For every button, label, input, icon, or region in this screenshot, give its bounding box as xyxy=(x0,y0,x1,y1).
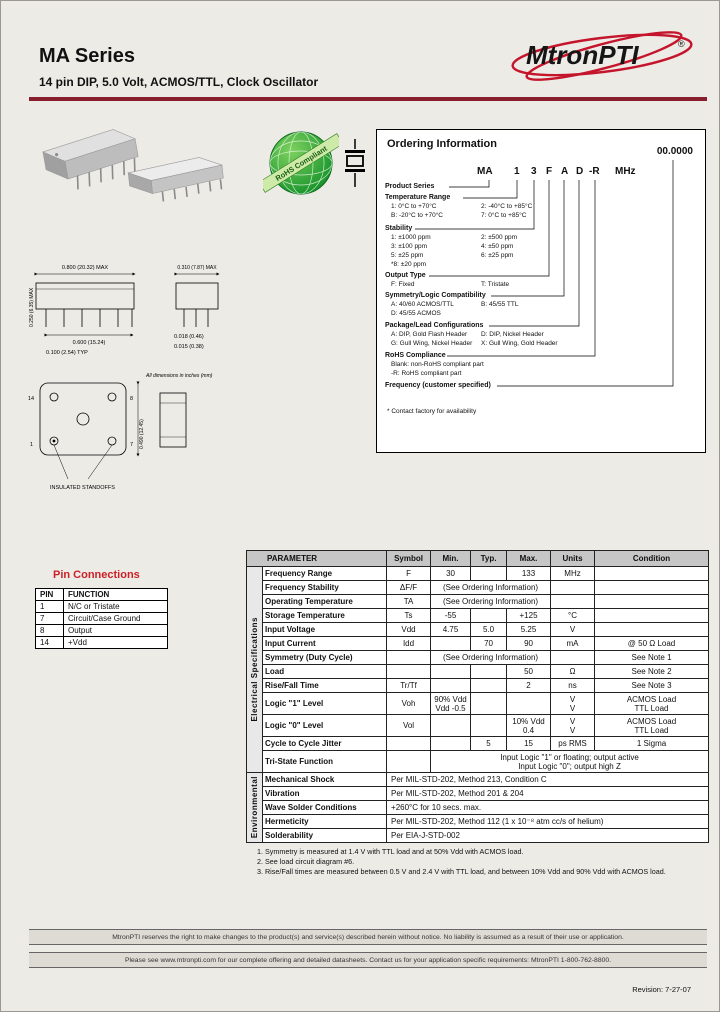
cell: 15 xyxy=(507,737,551,751)
environmental-band-label: Environmental xyxy=(250,776,259,839)
dim-label: 0.490 (12.45) xyxy=(139,419,145,449)
package-photo-dip xyxy=(41,126,142,194)
cell: Per MIL-STD-202, Method 201 & 204 xyxy=(387,787,709,801)
ordering-section-rohs: RoHS Compliance Blank: non-RoHS compliant part -R: RoHS compliant part xyxy=(385,352,484,377)
dim-label: 0.600 (15.24) xyxy=(72,340,106,346)
cell: Storage Temperature xyxy=(263,609,387,623)
cell: Mechanical Shock xyxy=(263,773,387,787)
cell xyxy=(551,651,595,665)
cell: See Note 3 xyxy=(595,679,709,693)
ordering-section-frequency: Frequency (customer specified) xyxy=(385,382,491,389)
cell: 14 xyxy=(36,637,64,649)
pin-row xyxy=(36,637,168,649)
cell xyxy=(471,665,507,679)
package-photos xyxy=(29,109,264,227)
cell: Solderability xyxy=(263,829,387,843)
ordering-section-stability: Stability 1: ±1000 ppm 2: ±500 ppm 3: ±100 ppm 4: ±50 ppm 5: ±25 ppm 6: ±25 ppm *8: ±20 ppm xyxy=(385,225,518,268)
rohs-compliant-globe-icon xyxy=(263,125,339,201)
cell: Circuit/Case Ground xyxy=(64,613,168,625)
environmental-band xyxy=(247,773,263,843)
code-rohs: -R xyxy=(589,166,600,177)
contact-text: Please see www.mtronpti.com for our complete offering and detailed datasheets. Contact us for your application specific requirements: MtronPTI 1-800-762-8800. xyxy=(124,957,612,964)
cell: 5.0 xyxy=(471,623,507,637)
cell: 2 xyxy=(507,679,551,693)
cell xyxy=(551,595,595,609)
cell: 4.75 xyxy=(431,623,471,637)
cell xyxy=(431,737,471,751)
cell: +Vdd xyxy=(64,637,168,649)
cell: See Note 1 xyxy=(595,651,709,665)
legal-bar xyxy=(29,929,707,945)
cell: +260°C for 10 secs. max. xyxy=(387,801,709,815)
spec-header-row xyxy=(247,551,709,567)
note-2: 2. See load circuit diagram #6. xyxy=(257,857,355,866)
code-stability: 3 xyxy=(531,166,537,177)
cell: 7 xyxy=(36,613,64,625)
rohs-ribbon-label: RoHS Compliant xyxy=(273,143,329,183)
spec-row xyxy=(247,665,709,679)
cell xyxy=(471,693,507,715)
ordering-information-box xyxy=(376,129,706,453)
cell: ACMOS Load TTL Load xyxy=(595,715,709,737)
spec-row xyxy=(247,751,709,773)
cell: (See Ordering Information) xyxy=(431,651,551,665)
cell: Per EIA-J-STD-002 xyxy=(387,829,709,843)
cell: N/C or Tristate xyxy=(64,601,168,613)
header-typ: Typ. xyxy=(471,551,507,567)
cell: Tri-State Function xyxy=(263,751,387,773)
spec-row xyxy=(247,609,709,623)
cell xyxy=(595,623,709,637)
cell: 30 xyxy=(431,567,471,581)
legal-text: MtronPTI reserves the right to make changes to the product(s) and service(s) described herein without notice. No liability is assumed as a result of their use or application. xyxy=(112,934,624,941)
electrical-band xyxy=(247,567,263,773)
cell xyxy=(595,595,709,609)
cell: (See Ordering Information) xyxy=(431,595,551,609)
cell: Ts xyxy=(387,609,431,623)
cell: Hermeticity xyxy=(263,815,387,829)
cell: Load xyxy=(263,665,387,679)
code-temp: 1 xyxy=(514,166,520,177)
logo-text: MtronPTI xyxy=(526,40,639,70)
cell: Frequency Stability xyxy=(263,581,387,595)
spec-row xyxy=(247,815,709,829)
cell: V xyxy=(551,623,595,637)
code-units: MHz xyxy=(615,166,636,177)
pin-row xyxy=(36,601,168,613)
cell: ACMOS Load TTL Load xyxy=(595,693,709,715)
spec-row xyxy=(247,595,709,609)
code-symmetry: A xyxy=(561,166,569,177)
spec-row xyxy=(247,679,709,693)
ordering-section-temperature-range: Temperature Range 1: 0°C to +70°C 2: -40°C to +85°C B: -20°C to +70°C 7: 0°C to +85°C xyxy=(385,194,533,219)
ordering-frequency-placeholder: 00.0000 xyxy=(656,146,693,157)
ordering-section-product-series: Product Series xyxy=(385,183,435,190)
header-max: Max. xyxy=(507,551,551,567)
dim-label: 0.800 (20.32) MAX xyxy=(61,265,109,271)
mtronpti-logo xyxy=(506,25,706,85)
cell: MHz xyxy=(551,567,595,581)
cell: @ 50 Ω Load xyxy=(595,637,709,651)
note-1: 1. Symmetry is measured at 1.4 V with TTL load and at 50% Vdd with ACMOS load. xyxy=(257,847,524,856)
cell: See Note 2 xyxy=(595,665,709,679)
ordering-footnote: * Contact factory for availability xyxy=(387,408,477,415)
cell: 10% Vdd 0.4 xyxy=(507,715,551,737)
cell xyxy=(431,715,471,737)
pin-col-header: PIN xyxy=(36,589,64,601)
code-series: MA xyxy=(477,166,493,177)
cell: 5.25 xyxy=(507,623,551,637)
cell xyxy=(471,609,507,623)
cell xyxy=(471,679,507,693)
cell: Vdd xyxy=(387,623,431,637)
cell xyxy=(595,581,709,595)
spec-row xyxy=(247,773,709,787)
cell: Idd xyxy=(387,637,431,651)
package-photo-gullwing xyxy=(127,155,225,205)
ordering-section-symmetry-logic: Symmetry/Logic Compatibility A: 40/60 ACMOS/TTL B: 45/55 TTL D: 45/55 ACMOS xyxy=(385,292,519,317)
table-notes xyxy=(257,847,709,877)
pin-header-row xyxy=(36,589,168,601)
cell: F xyxy=(387,567,431,581)
cell xyxy=(551,581,595,595)
code-output: F xyxy=(546,166,553,177)
header-divider xyxy=(29,97,707,101)
ordering-section-package-lead: Package/Lead Configurations A: DIP, Gold Flash Header D: DIP, Nickel Header G: Gull Wing, Nickel Header X: Gull Wing, Gold Header xyxy=(385,322,558,347)
spec-row xyxy=(247,737,709,751)
cell: Input Logic "1" or floating; output active Input Logic "0"; output high Z xyxy=(431,751,709,773)
cell: mA xyxy=(551,637,595,651)
cell xyxy=(471,567,507,581)
header-condition: Condition xyxy=(595,551,709,567)
cell: 133 xyxy=(507,567,551,581)
spec-row xyxy=(247,623,709,637)
cell: 8 xyxy=(36,625,64,637)
cell: -55 xyxy=(431,609,471,623)
page-subtitle: 14 pin DIP, 5.0 Volt, ACMOS/TTL, Clock Oscillator xyxy=(39,75,319,89)
cell: Tr/Tf xyxy=(387,679,431,693)
insulated-standoffs-label: INSULATED STANDOFFS xyxy=(50,485,115,491)
cell: Input Voltage xyxy=(263,623,387,637)
ordering-title: Ordering Information xyxy=(387,138,497,150)
header-parameter: PARAMETER xyxy=(247,551,387,567)
cell xyxy=(431,665,471,679)
spec-row xyxy=(247,715,709,737)
spec-row xyxy=(247,829,709,843)
cell: 90% Vdd Vdd -0.5 xyxy=(431,693,471,715)
cell: Voh xyxy=(387,693,431,715)
cell: ns xyxy=(551,679,595,693)
cell xyxy=(471,715,507,737)
header-symbol: Symbol xyxy=(387,551,431,567)
spec-row xyxy=(247,651,709,665)
pin-number-label: 1 xyxy=(30,442,34,448)
dim-label: 0.015 (0.38) xyxy=(174,344,204,350)
pin-connections-table xyxy=(35,588,168,649)
function-col-header: FUNCTION xyxy=(64,589,168,601)
cell: Cycle to Cycle Jitter xyxy=(263,737,387,751)
cell: Logic "0" Level xyxy=(263,715,387,737)
cell xyxy=(431,637,471,651)
cell: V V xyxy=(551,715,595,737)
mechanical-drawings xyxy=(26,253,256,553)
cell: ps RMS xyxy=(551,737,595,751)
pin-connections-title: Pin Connections xyxy=(53,569,140,581)
cell xyxy=(431,679,471,693)
electrical-band-label: Electrical Specifications xyxy=(250,617,259,722)
cell: 90 xyxy=(507,637,551,651)
cell xyxy=(387,751,431,773)
cell: Output xyxy=(64,625,168,637)
contact-bar xyxy=(29,952,707,968)
dim-label: 0.250 (6.35) MAX xyxy=(29,287,35,327)
cell: 5 xyxy=(471,737,507,751)
cell xyxy=(595,609,709,623)
cell: Input Current xyxy=(263,637,387,651)
cell: Rise/Fall Time xyxy=(263,679,387,693)
spec-row xyxy=(247,693,709,715)
spec-row xyxy=(247,637,709,651)
cell: Vibration xyxy=(263,787,387,801)
pin-row xyxy=(36,613,168,625)
cell: Symmetry (Duty Cycle) xyxy=(263,651,387,665)
cell: Logic "1" Level xyxy=(263,693,387,715)
cell: ΔF/F xyxy=(387,581,431,595)
registered-mark-icon: ® xyxy=(678,39,685,49)
spec-row xyxy=(247,801,709,815)
spec-row xyxy=(247,581,709,595)
cell: Frequency Range xyxy=(263,567,387,581)
cell: Per MIL-STD-202, Method 112 (1 x 10⁻⁸ atm cc/s of helium) xyxy=(387,815,709,829)
crystal-symbol-icon xyxy=(343,139,367,199)
cell: Per MIL-STD-202, Method 213, Condition C xyxy=(387,773,709,787)
cell: (See Ordering Information) xyxy=(431,581,551,595)
cell xyxy=(507,693,551,715)
cell xyxy=(595,567,709,581)
cell xyxy=(387,651,431,665)
pin-row xyxy=(36,625,168,637)
cell: V V xyxy=(551,693,595,715)
header-min: Min. xyxy=(431,551,471,567)
dim-label: 0.310 (7.87) MAX xyxy=(177,265,217,271)
spec-row xyxy=(247,567,709,581)
note-3: 3. Rise/Fall times are measured between 0.5 V and 2.4 V with TTL load, and between 10% Vdd and 90% Vdd with ACMOS load. xyxy=(257,867,666,876)
cell xyxy=(387,665,431,679)
cell: 70 xyxy=(471,637,507,651)
pin-number-label: 7 xyxy=(130,442,134,448)
page-title: MA Series xyxy=(39,45,135,67)
pin-number-label: 14 xyxy=(28,396,35,402)
cell: 50 xyxy=(507,665,551,679)
pin-number-label: 8 xyxy=(130,396,134,402)
cell: 1 Sigma xyxy=(595,737,709,751)
dimensions-note: All dimensions in inches (mm) xyxy=(146,373,213,379)
dim-label: 0.018 (0.46) xyxy=(174,334,204,340)
cell xyxy=(387,737,431,751)
cell: TA xyxy=(387,595,431,609)
revision-label: Revision: 7-27-07 xyxy=(632,985,691,994)
cell: 1 xyxy=(36,601,64,613)
cell: +125 xyxy=(507,609,551,623)
spec-table xyxy=(246,550,709,843)
cell: Wave Solder Conditions xyxy=(263,801,387,815)
ordering-section-output-type: Output Type F: Fixed T: Tristate xyxy=(385,272,510,288)
spec-row xyxy=(247,787,709,801)
code-package: D xyxy=(576,166,584,177)
header-units: Units xyxy=(551,551,595,567)
cell: °C xyxy=(551,609,595,623)
cell: Vol xyxy=(387,715,431,737)
cell: Operating Temperature xyxy=(263,595,387,609)
dim-label: 0.100 (2.54) TYP xyxy=(46,350,88,356)
cell: Ω xyxy=(551,665,595,679)
